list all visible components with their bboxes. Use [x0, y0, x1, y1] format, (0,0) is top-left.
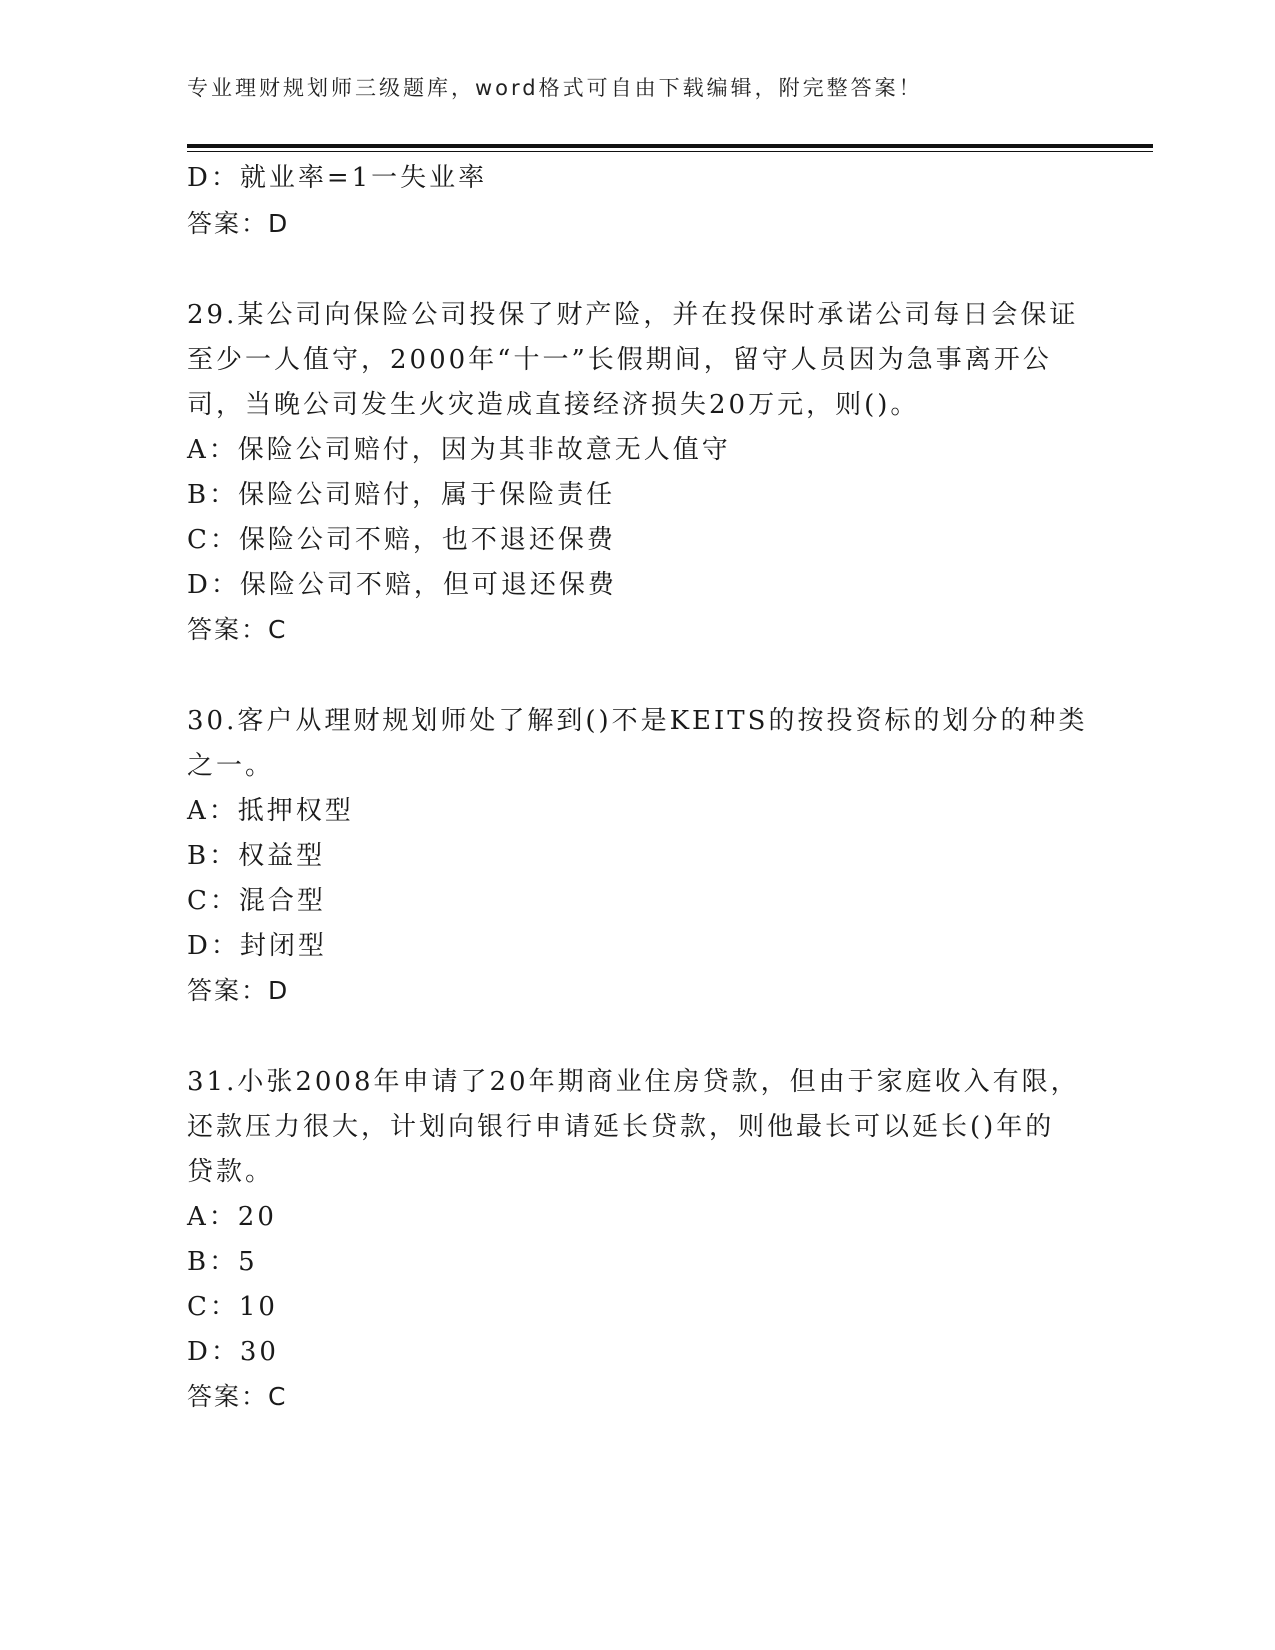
page-header: 专业理财规划师三级题库，word格式可自由下载编辑，附完整答案！ [187, 76, 923, 100]
q31-answer: 答案：C [187, 1382, 288, 1411]
q29-option-a: A：保险公司赔付，因为其非故意无人值守 [187, 435, 731, 465]
q31-option-d: D：30 [187, 1337, 279, 1367]
q29-line1: 29.某公司向保险公司投保了财产险，并在投保时承诺公司每日会保证 [187, 300, 1079, 330]
q30-line2: 之一。 [187, 751, 275, 781]
q29-option-c: C：保险公司不赔，也不退还保费 [187, 525, 616, 555]
q29-line2: 至少一人值守，2000年“十一”长假期间，留守人员因为急事离开公 [187, 345, 1052, 375]
q29-answer: 答案：C [187, 615, 288, 644]
q30-line1: 30.客户从理财规划师处了解到()不是KEITS的按投资标的划分的种类 [187, 706, 1088, 736]
prev-answer: 答案：D [187, 209, 290, 238]
q31-line2: 还款压力很大，计划向银行申请延长贷款，则他最长可以延长()年的 [187, 1112, 1055, 1142]
header-rule-thin [187, 151, 1153, 152]
q31-line1: 31.小张2008年申请了20年期商业住房贷款，但由于家庭收入有限， [187, 1067, 1080, 1097]
q30-answer: 答案：D [187, 976, 290, 1005]
q31-option-b: B：5 [187, 1247, 258, 1277]
q29-line3: 司，当晚公司发生火灾造成直接经济损失20万元，则()。 [187, 390, 920, 420]
prev-option-d: D：就业率=1一失业率 [187, 163, 488, 193]
q31-option-a: A：20 [187, 1202, 277, 1232]
q30-option-a: A：抵押权型 [187, 796, 354, 826]
q29-option-b: B：保险公司赔付，属于保险责任 [187, 480, 616, 510]
q30-option-b: B：权益型 [187, 841, 326, 871]
header-rule-thick [187, 144, 1153, 148]
q31-option-c: C：10 [187, 1292, 278, 1322]
q30-option-d: D：封闭型 [187, 931, 327, 961]
q29-option-d: D：保险公司不赔，但可退还保费 [187, 570, 617, 600]
q31-line3: 贷款。 [187, 1157, 275, 1187]
q30-option-c: C：混合型 [187, 886, 326, 916]
